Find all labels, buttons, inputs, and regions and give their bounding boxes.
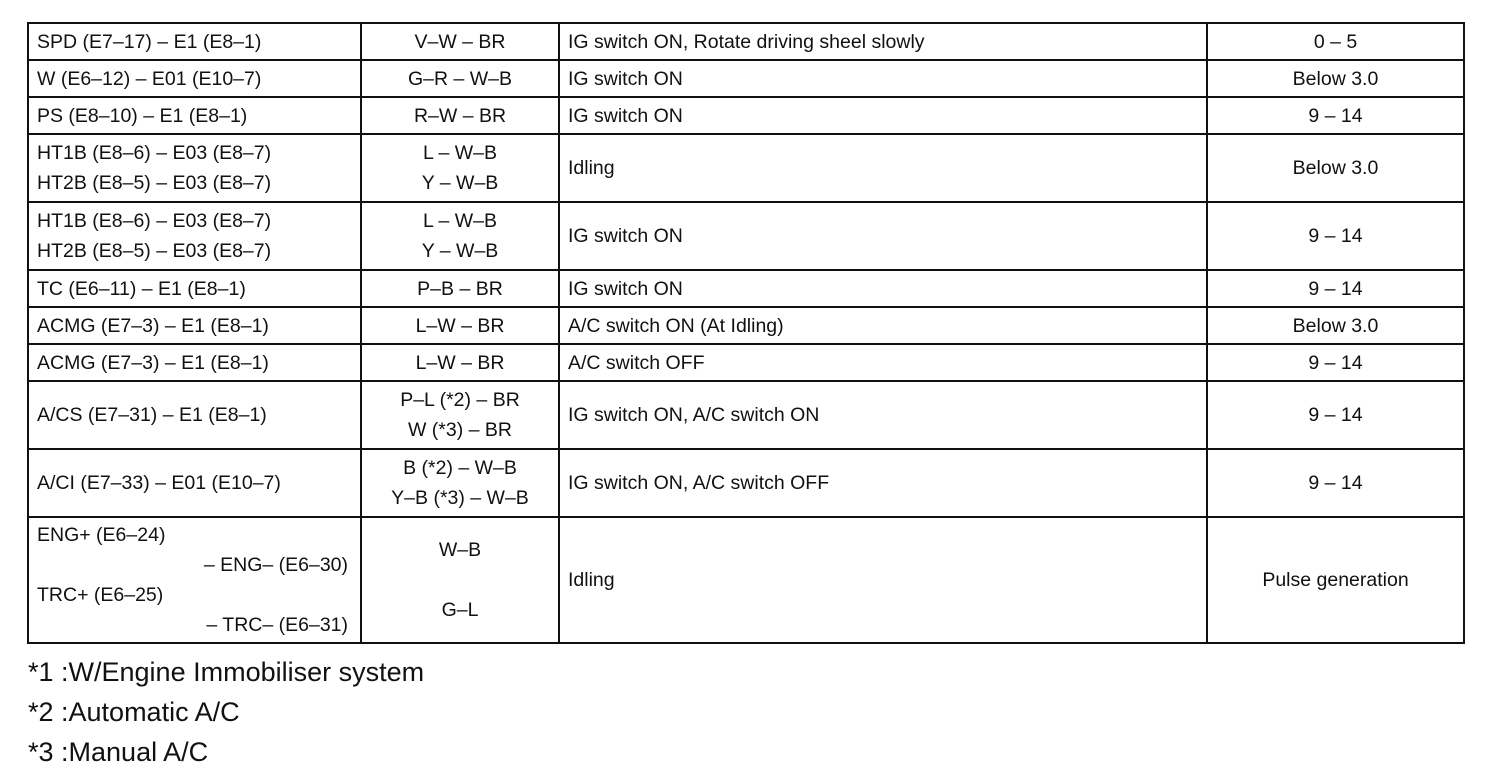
table-row [28, 202, 1464, 270]
footnote-1: *1 :W/Engine Immobiliser system [28, 657, 425, 687]
terminal-cell: ACMG (E7–3) – E1 (E8–1) [28, 344, 361, 381]
terminal-cell: W (E6–12) – E01 (E10–7) [28, 60, 361, 97]
terminal-cell: A/CS (E7–31) – E1 (E8–1) [28, 381, 361, 449]
condition-cell: A/C switch ON (At Idling) [559, 307, 1207, 344]
table-row [28, 97, 1464, 134]
wiring-color-cell: G–R – W–B [361, 60, 559, 97]
table-row [28, 23, 1464, 60]
terminal-cell: HT1B (E8–6) – E03 (E8–7) HT2B (E8–5) – E03 (E8–7) [28, 202, 361, 270]
wiring-color-cell: V–W – BR [361, 23, 559, 60]
condition-cell: IG switch ON, Rotate driving sheel slowly [559, 23, 1207, 60]
terminal-cell: SPD (E7–17) – E1 (E8–1) [28, 23, 361, 60]
spec-cell: 0 – 5 [1207, 23, 1464, 60]
condition-cell: IG switch ON, A/C switch ON [559, 381, 1207, 449]
wiring-color-cell: P–L (*2) – BR W (*3) – BR [361, 381, 559, 449]
terminal-cell: HT1B (E8–6) – E03 (E8–7) HT2B (E8–5) – E03 (E8–7) [28, 134, 361, 202]
footnote-2: *2 :Automatic A/C [28, 697, 240, 727]
wiring-color-cell: L–W – BR [361, 307, 559, 344]
spec-cell: Pulse generation [1207, 517, 1464, 643]
terminal-cell: PS (E8–10) – E1 (E8–1) [28, 97, 361, 134]
spec-cell: 9 – 14 [1207, 270, 1464, 307]
table-row [28, 270, 1464, 307]
wiring-color-cell: R–W – BR [361, 97, 559, 134]
spec-cell: 9 – 14 [1207, 344, 1464, 381]
table-row [28, 449, 1464, 517]
wiring-color-cell: L–W – BR [361, 344, 559, 381]
table-row [28, 134, 1464, 202]
spec-cell: Below 3.0 [1207, 134, 1464, 202]
terminal-cell: ENG+ (E6–24) – ENG– (E6–30) TRC+ (E6–25) – TRC– (E6–31) [28, 517, 361, 643]
spec-cell: 9 – 14 [1207, 381, 1464, 449]
spec-cell: 9 – 14 [1207, 97, 1464, 134]
table-row [28, 344, 1464, 381]
condition-cell: IG switch ON [559, 202, 1207, 270]
spec-cell: Below 3.0 [1207, 307, 1464, 344]
spec-cell: 9 – 14 [1207, 449, 1464, 517]
table-row [28, 381, 1464, 449]
footnote-3: *3 :Manual A/C [28, 737, 209, 767]
table-row [28, 517, 1464, 643]
condition-cell: IG switch ON [559, 60, 1207, 97]
table-row [28, 307, 1464, 344]
condition-cell: Idling [559, 517, 1207, 643]
spec-cell: Below 3.0 [1207, 60, 1464, 97]
terminal-spec-table [27, 22, 1465, 644]
condition-cell: IG switch ON [559, 270, 1207, 307]
table-row [28, 60, 1464, 97]
spec-cell: 9 – 14 [1207, 202, 1464, 270]
condition-cell: IG switch ON [559, 97, 1207, 134]
condition-cell: A/C switch OFF [559, 344, 1207, 381]
terminal-cell: A/CI (E7–33) – E01 (E10–7) [28, 449, 361, 517]
wiring-color-cell: W–B G–L [361, 517, 559, 643]
footnotes [28, 652, 424, 772]
wiring-color-cell: L – W–B Y – W–B [361, 202, 559, 270]
terminal-cell: ACMG (E7–3) – E1 (E8–1) [28, 307, 361, 344]
wiring-color-cell: L – W–B Y – W–B [361, 134, 559, 202]
condition-cell: Idling [559, 134, 1207, 202]
terminal-cell: TC (E6–11) – E1 (E8–1) [28, 270, 361, 307]
condition-cell: IG switch ON, A/C switch OFF [559, 449, 1207, 517]
wiring-color-cell: B (*2) – W–B Y–B (*3) – W–B [361, 449, 559, 517]
wiring-color-cell: P–B – BR [361, 270, 559, 307]
